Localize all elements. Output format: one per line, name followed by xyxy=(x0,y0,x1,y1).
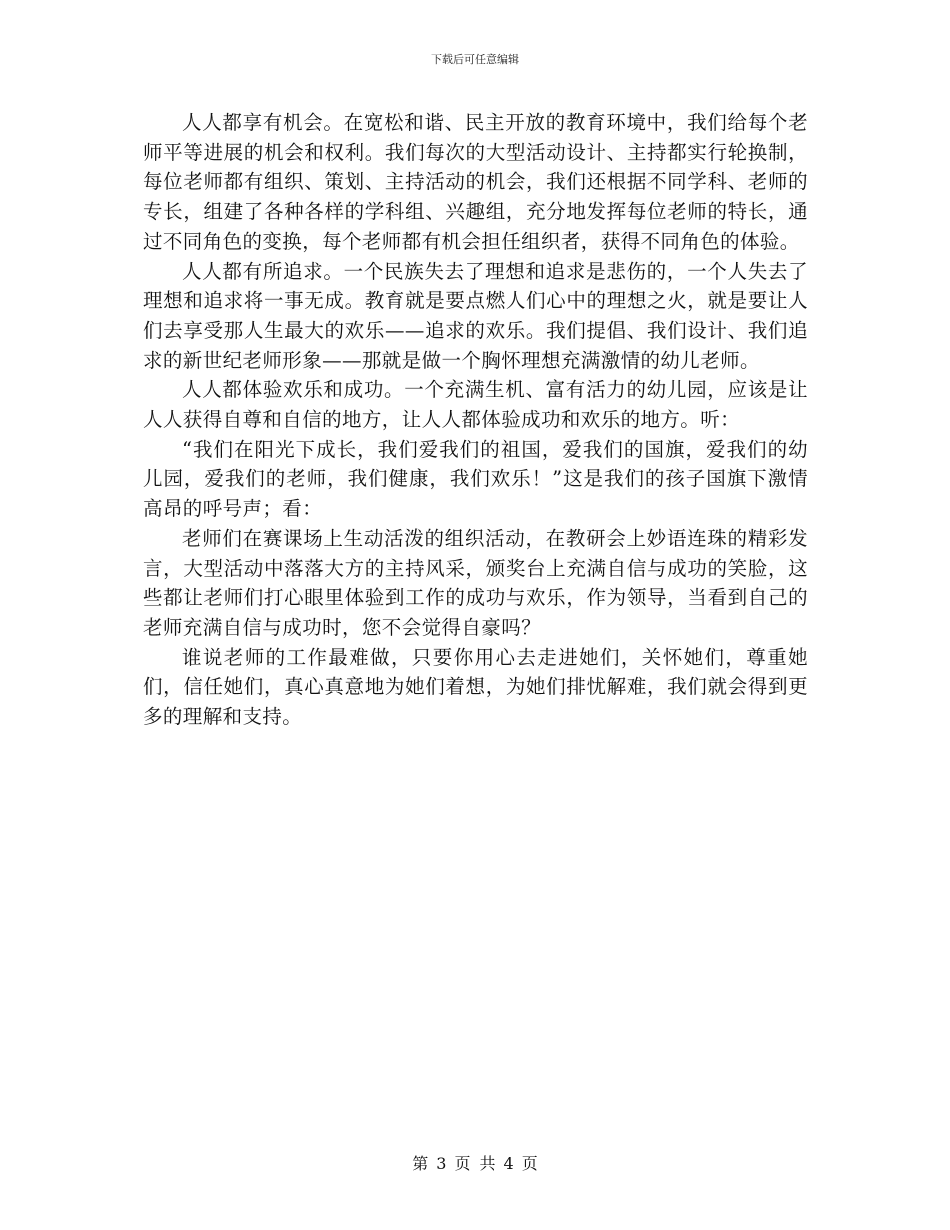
paragraph-teacher-work: 谁说老师的工作最难做，只要你用心去走进她们，关怀她们，尊重她们，信任她们，真心真意地为她们着想，为她们排忧解难，我们就会得到更多的理解和支持。 xyxy=(143,645,808,729)
current-page-number: 3 xyxy=(436,1154,447,1173)
paragraph-pursuit: 人人都有所追求。一个民族失去了理想和追求是悲伤的，一个人失去了理想和追求将一事无成。教育就是要点燃人们心中的理想之火，就是要让人们去享受那人生最大的欢乐——追求的欢乐。我们提倡、我们设计、我们追求的新世纪老师形象——那就是做一个胸怀理想充满激情的幼儿老师。 xyxy=(143,259,808,372)
document-body xyxy=(143,108,808,732)
footer-prefix: 第 xyxy=(412,1154,429,1173)
paragraph-joy-success: 人人都体验欢乐和成功。一个充满生机、富有活力的幼儿园，应该是让人人获得自尊和自信的地方，让人人都体验成功和欢乐的地方。听： xyxy=(143,378,808,432)
paragraph-opportunity: 人人都享有机会。在宽松和谐、民主开放的教育环境中，我们给每个老师平等进展的机会和权利。我们每次的大型活动设计、主持都实行轮换制，每位老师都有组织、策划、主持活动的机会，我们还根据不同学科、老师的专长，组建了各种各样的学科组、兴趣组，充分地发挥每位老师的特长，通过不同角色的变换，每个老师都有机会担任组织者，获得不同角色的体验。 xyxy=(143,111,808,253)
paragraph-children-slogan: “我们在阳光下成长，我们爱我们的祖国，爱我们的国旗，爱我们的幼儿园，爱我们的老师，我们健康，我们欢乐！”这是我们的孩子国旗下激情高昂的呼号声；看： xyxy=(143,437,808,521)
total-page-number: 4 xyxy=(503,1154,514,1173)
footer-suffix: 页 xyxy=(521,1154,538,1173)
page-header: 下载后可任意编辑 xyxy=(431,53,519,66)
paragraph-teachers-activities: 老师们在赛课场上生动活泼的组织活动，在教研会上妙语连珠的精彩发言，大型活动中落落大方的主持风采，颁奖台上充满自信与成功的笑脸，这些都让老师们打心眼里体验到工作的成功与欢乐，作为领导，当看到自己的老师充满自信与成功时，您不会觉得自豪吗？ xyxy=(143,526,808,639)
footer-mid: 页 共 xyxy=(454,1154,496,1173)
page-footer xyxy=(0,1154,950,1174)
